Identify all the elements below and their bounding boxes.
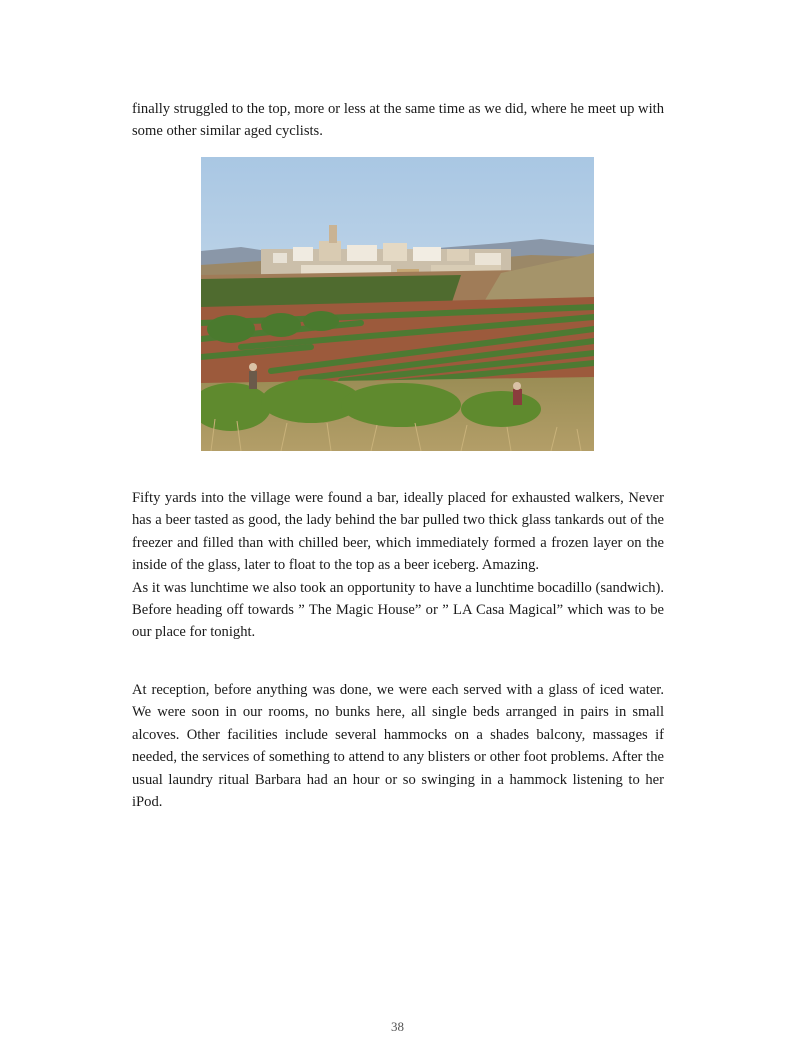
page-number: 38 [391, 1019, 404, 1034]
reception-paragraph: At reception, before anything was done, we were each served with a glass of iced water. We were soon in our rooms, no bunks here, all single beds arranged in pairs in small alcoves. Other facilities include several hammocks on a shades balcony, massages if needed, the services of something to attend to any blisters or other foot problems. After the usual laundry ritual Barbara had an hour or so swinging in a hammock listening to her iPod. [132, 682, 664, 811]
intro-paragraph: finally struggled to the top, more or less at the same time as we did, where he meet up with some other similar aged cyclists. [132, 101, 664, 140]
landscape-illustration [201, 157, 594, 451]
village-vineyard-photo [201, 157, 594, 451]
intro-paragraph-block [132, 98, 664, 143]
village-paragraph-block [132, 487, 664, 644]
village-paragraph-2: As it was lunchtime we also took an opportunity to have a lunchtime bocadillo (sandwich). Before heading off towards ” The Magic House” or ” LA Casa Magical” which was to be our place for tonight. [132, 579, 664, 641]
reception-paragraph-block [132, 679, 664, 813]
village-paragraph-1: Fifty yards into the village were found a bar, ideally placed for exhausted walkers, Never has a beer tasted as good, the lady behind the bar pulled two thick glass tankards out of the freezer and filled than with chilled beer, which immediately formed a frozen layer on the inside of the glass, later to float to the top as a beer iceberg. Amazing. [132, 490, 664, 574]
